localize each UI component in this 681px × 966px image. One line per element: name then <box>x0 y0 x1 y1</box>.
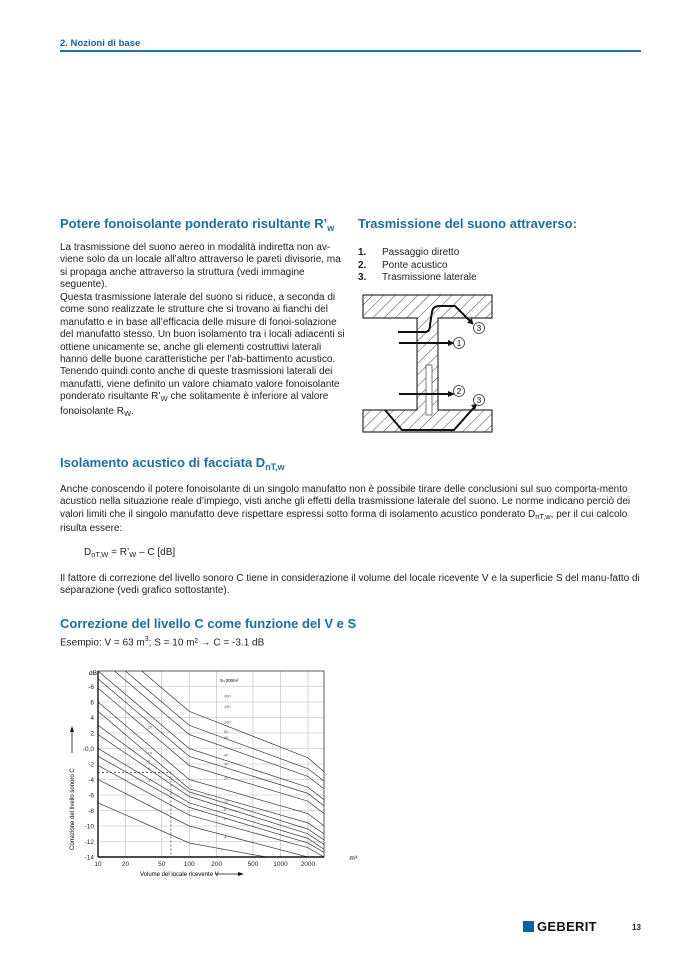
line-label: 4 <box>147 778 150 784</box>
x-tick-label: 20 <box>121 861 130 868</box>
line-label: 6 <box>223 815 227 821</box>
y-tick-label: -0,0 <box>82 746 94 753</box>
y-tick-label: -8 <box>88 808 94 815</box>
acoustic-bridge <box>426 365 432 415</box>
line-label: 30 <box>223 761 229 767</box>
y-tick-label: 2 <box>90 730 94 738</box>
y-tick-label: -4 <box>88 777 94 784</box>
x-tick-label: 2000 <box>300 861 316 868</box>
x-unit-label: m³ <box>349 855 357 862</box>
heading-chart: Correzione del livello C come funzione del V e S <box>60 616 357 631</box>
y-tick-label: -14 <box>84 854 94 862</box>
x-tick-label: 10 <box>94 861 102 868</box>
y-tick-label: -6 <box>88 792 94 800</box>
paragraph-rw-2: Questa trasmissione laterale del suono si riduce, a seconda di come sono realizzate le strutture che si trovano ai fianchi del manufatto e in base all’efficacia delle misure di fonoi-solazione del manufatto stesso. Un buon isolamento tra i locali adiacenti si ottiene unicamente se, anche gli elementi costruttivi laterali hanno delle buone caratteristiche per l’ab-battimento acustico. Tenendo quindi conto anche di queste trasmissioni laterali dei manufatti, viene definito un valore chiamato valore fonoisolante ponderato risultante $R’_W$ che solitamente è inferiore al valore fonoisolante $R_W$. <box>60 292 345 418</box>
x-tick-label: 100 <box>183 861 195 868</box>
chart-series <box>98 660 324 857</box>
line-label: 20 <box>147 724 153 730</box>
line-label: 60 <box>223 735 229 741</box>
y-tick-label: 6 <box>90 699 94 707</box>
line-label: 2 <box>220 846 223 852</box>
correction-chart <box>60 660 360 885</box>
list-item: 3. Trasmissione laterale <box>358 272 477 284</box>
line-label: 8 <box>147 758 150 764</box>
page-number: 13 <box>632 923 641 932</box>
x-tick-label: 500 <box>247 861 259 868</box>
section-header: 2. Nozioni di base <box>60 38 141 49</box>
formula: $D_{nT,W}$ = $R’_W$ – C [dB] <box>84 547 176 559</box>
line-label: 300 <box>223 693 231 699</box>
x-tick-label: 50 <box>158 861 166 868</box>
line-label: 100 <box>223 719 231 725</box>
line-label: 20 <box>223 775 229 781</box>
line-label: 40 <box>223 752 229 758</box>
heading-dntw: Isolamento acustico di facciata $D_{nT,w}$ <box>60 455 285 472</box>
logo-square-icon <box>523 921 534 932</box>
label-2: 2 <box>456 387 462 396</box>
series-line-S-100 <box>98 671 324 800</box>
y-axis-label: Correzione del livello sonoro C <box>70 768 76 850</box>
paragraph-correction: Il fattore di correzione del livello sonoro C tiene in considerazione il volume del locale ricevente V e la superficie S del manu-fatto di separazione (vedi grafico sottostante). <box>60 573 640 597</box>
x-axis-label: Volume del locale ricevente V <box>140 872 219 878</box>
paragraph-dntw: Anche conoscendo il potere fonoisolante di un singolo manufatto non è possibile tirare delle conclusioni sul suo comporta-mento acustico nella situazione reale d’impiego, visti anche gli effetti della trasmissione laterale del suono. Le norme indicano perciò dei valori limiti che il singolo manufatto deve rispettare espressi sotto forma di isolamento acustico ponderato $D_{nT,w}$, per il cui calcolo risulta essere: <box>60 484 631 535</box>
heading-transmission: Trasmissione del suono attraverso: <box>358 216 577 231</box>
y-tick-label: 4 <box>90 715 94 722</box>
line-label: 6 <box>147 766 150 772</box>
label-3-top: 3 <box>476 324 482 333</box>
series-line-S-150 <box>98 660 324 789</box>
heading-rw: Potere fonoisolante ponderato risultante $R’_w$ <box>60 216 335 233</box>
y-tick-label: -6 <box>88 684 94 691</box>
y-unit-label: dB <box>89 670 97 677</box>
chart-grid <box>98 671 324 857</box>
line-label: 150 <box>223 704 231 710</box>
y-tick-label: -10 <box>84 823 94 831</box>
line-label: 10 <box>147 750 153 756</box>
sound-transmission-diagram <box>355 290 500 440</box>
paragraph-rw-1: La trasmissione del suono aereo in modalità indiretta non av-viene solo da un locale all’altro attraverso le pareti divisorie, ma si propaga anche attraverso la struttura (vedi immagine seguente). <box>60 242 341 291</box>
list-item: 2. Ponte acustico <box>358 259 448 271</box>
y-arrow-head <box>70 726 74 732</box>
series-line-S-2 <box>98 803 266 857</box>
label-1: 1 <box>456 339 462 348</box>
x-tick-label: 200 <box>211 861 223 868</box>
example-text: Esempio: V = 63 $m^3$; S = 10 m² → C = -3.1 dB <box>60 636 265 649</box>
header-divider <box>60 50 641 52</box>
line-label: 80 <box>223 729 229 734</box>
label-3-bottom: 3 <box>476 396 482 405</box>
x-arrow-head <box>238 872 244 876</box>
series-line-S-8 <box>98 756 324 852</box>
y-tick-label: -2 <box>88 761 94 769</box>
line-label: 10 <box>223 798 229 804</box>
line-label: 8 <box>223 806 227 812</box>
y-tick-label: -12 <box>84 839 94 846</box>
geberit-logo: GEBERIT <box>523 919 597 934</box>
line-label: 2 <box>147 801 150 807</box>
line-label: 4 <box>223 834 227 840</box>
annotation-s300: S=300m² <box>220 678 239 683</box>
transmission-list <box>358 247 477 285</box>
x-tick-label: 1000 <box>273 861 288 868</box>
list-item: 1. Passaggio diretto <box>358 247 460 258</box>
